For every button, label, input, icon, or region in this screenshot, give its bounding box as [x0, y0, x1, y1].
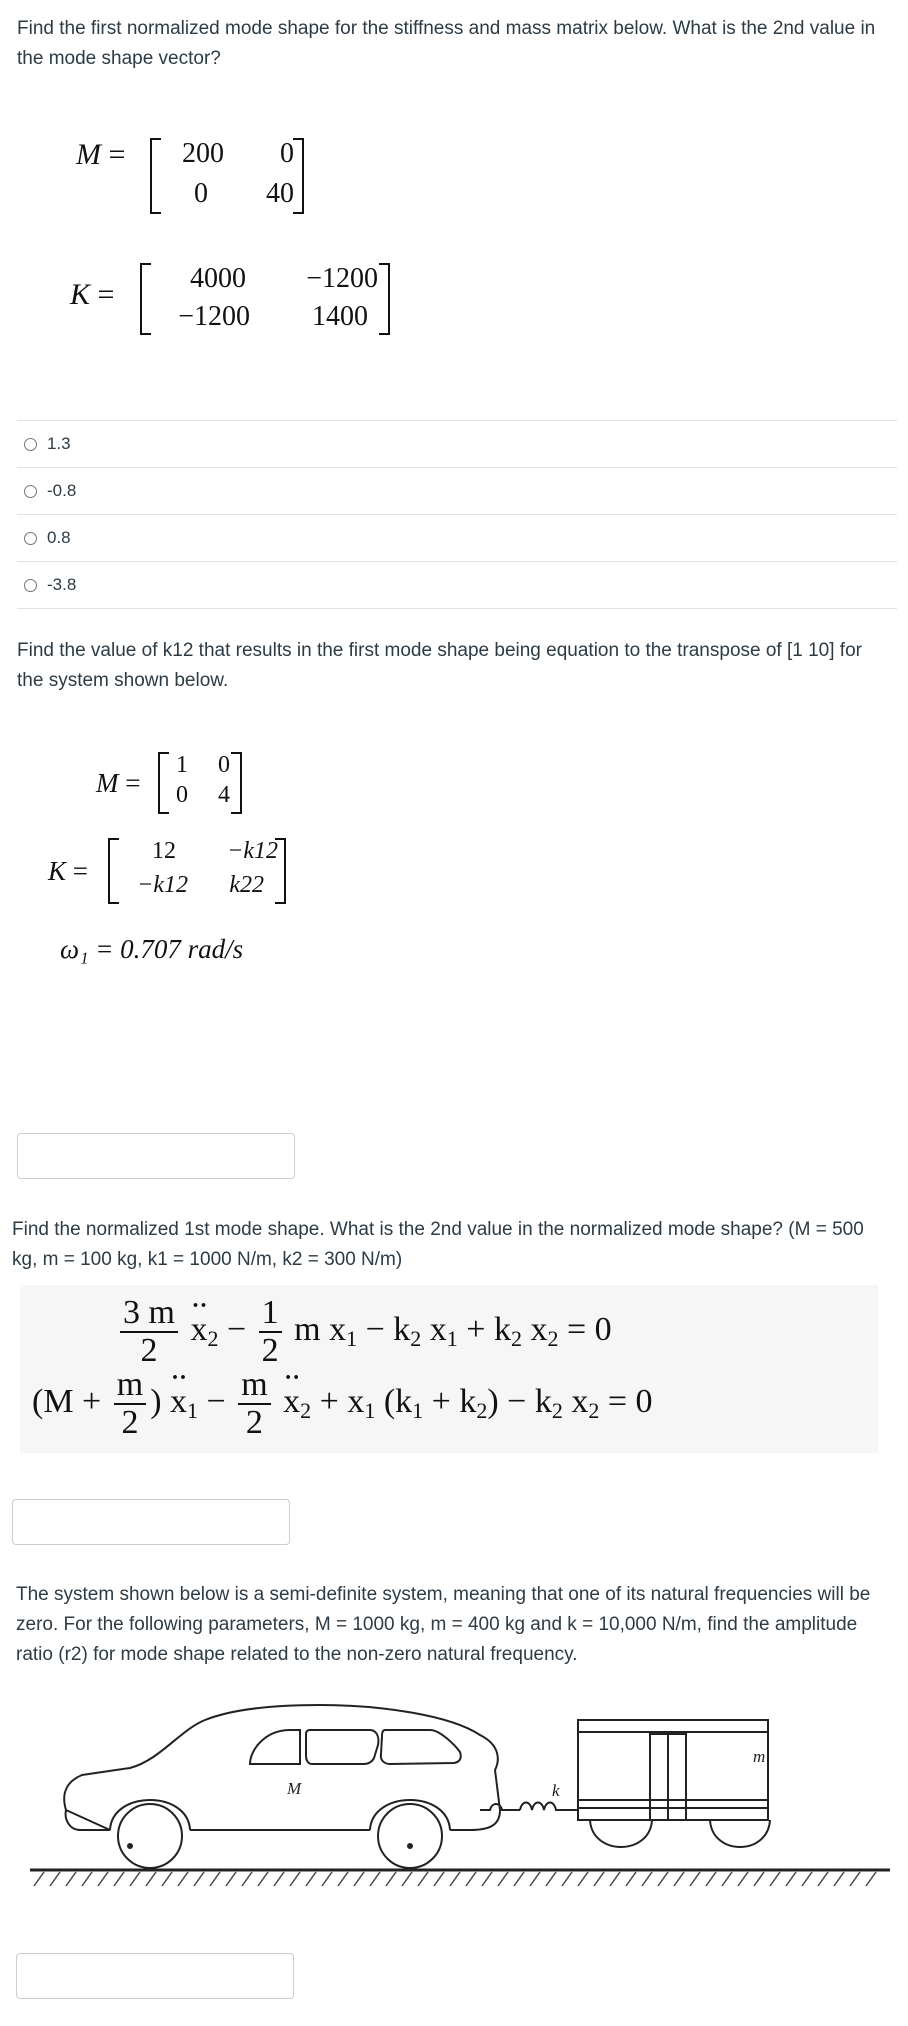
radio-button[interactable]: [24, 438, 37, 451]
spring-label: k: [552, 1781, 560, 1800]
q1-answer-option[interactable]: -0.8: [17, 467, 897, 514]
q1-answer-option[interactable]: 1.3: [17, 420, 897, 467]
q1-answer-list: [17, 420, 897, 609]
q2-stiffness-matrix: 12 −k12 −k12 k22: [108, 838, 286, 904]
car-trailer-diagram: [30, 1690, 890, 1890]
q4-answer-input[interactable]: [16, 1953, 294, 1999]
q2-mass-label: M =: [96, 768, 141, 798]
question-3-text: Find the normalized 1st mode shape. What is the 2nd value in the normalized mode shape? (M = 500 kg, m = 100 kg, k1 = 1000 N/m, k2 = 300 N/m): [12, 1219, 864, 1270]
radio-button[interactable]: [24, 485, 37, 498]
q1-mass-label: M =: [76, 138, 126, 171]
q2-mass-matrix: 1 0 0 4: [158, 752, 242, 814]
question-1-text: Find the first normalized mode shape for the stiffness and mass matrix below. What is the 2nd value in the mode shape vector?: [17, 18, 876, 69]
q2-stiffness-label: K =: [48, 856, 88, 886]
q3-equations-image: [20, 1285, 878, 1453]
q3-equation-1: $\frac{3 m}{2}$ ·· $x_2$ − $\frac{1}{2}$ m $x_1 - k_2$ $x_1 + k_2$ $x_2 = 0$: [116, 1295, 612, 1369]
q3-answer-input[interactable]: [12, 1499, 290, 1545]
question-4-text: The system shown below is a semi-definite system, meaning that one of its natural frequencies will be zero. For the following parameters, M = 1000 kg, m = 400 kg and k = 10,000 N/m, find the amplitude ratio (r2) for mode shape related to the non-zero natural frequency.: [16, 1584, 871, 1665]
q1-mass-matrix: 200 0 0 40: [150, 138, 304, 214]
radio-button[interactable]: [24, 579, 37, 592]
q1-stiffness-label: K =: [70, 278, 115, 311]
radio-button[interactable]: [24, 532, 37, 545]
q2-answer-input[interactable]: [17, 1133, 295, 1179]
q3-equation-2: (M + $\frac{m}{2}$ ) ·· $x_1$ − $\frac{m}{2}$ ·· $x_2 + x_1$ $(k_1 + k_2) - k_2$ $x_2 = 0$: [32, 1367, 653, 1441]
question-2-text: Find the value of k12 that results in the first mode shape being equation to the transpose of [1 10] for the system shown below.: [17, 640, 862, 691]
car-mass-label: M: [287, 1779, 302, 1798]
trailer-mass-label: m: [753, 1747, 766, 1766]
q1-answer-option[interactable]: -3.8: [17, 561, 897, 609]
q1-answer-option[interactable]: 0.8: [17, 514, 897, 561]
q2-omega: ω₁ = 0.707 rad/s: [60, 934, 244, 964]
q1-stiffness-matrix: 4000 −1200 −1200 1400: [140, 263, 390, 335]
